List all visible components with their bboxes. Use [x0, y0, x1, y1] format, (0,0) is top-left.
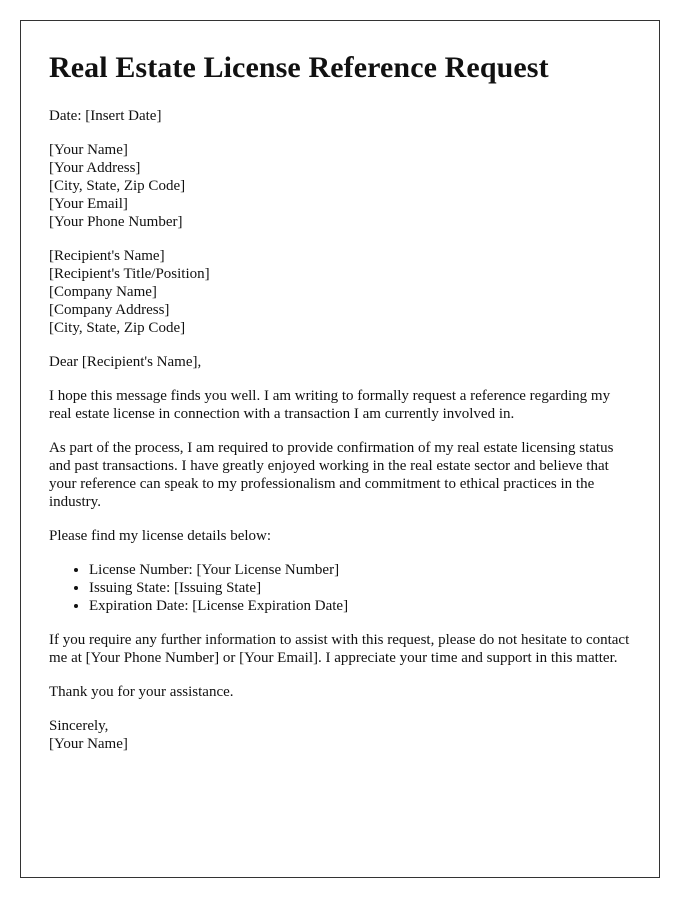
recipient-company-address: [Company Address]: [49, 302, 170, 318]
recipient-title: [Recipient's Title/Position]: [49, 266, 210, 282]
sender-address: [Your Address]: [49, 160, 141, 176]
body-paragraph-thanks: Thank you for your assistance.: [49, 684, 234, 700]
recipient-name: [Recipient's Name]: [49, 248, 165, 264]
license-details-list: [49, 561, 631, 615]
body-paragraph-contact: If you require any further information to assist with this request, please do not hesitate to contact me at [Your Phone Number] or [Your Email]. I appreciate your time and support in this matter.: [49, 632, 630, 666]
sender-name: [Your Name]: [49, 142, 128, 158]
date-line: Date: [Insert Date]: [49, 108, 162, 124]
body-paragraph-details-lead: Please find my license details below:: [49, 528, 272, 544]
issuing-state-item: • Issuing State: [Issuing State]: [89, 579, 631, 597]
letter-title: Real Estate License Reference Request: [49, 51, 549, 84]
signature-block: [49, 717, 631, 753]
signature-name: [Your Name]: [49, 736, 128, 752]
body-paragraph-intro: I hope this message finds you well. I am writing to formally request a reference regarding my real estate license in connection with a transaction I am currently involved in.: [49, 388, 611, 422]
recipient-company: [Company Name]: [49, 284, 157, 300]
sender-phone: [Your Phone Number]: [49, 214, 183, 230]
sender-address-block: [49, 141, 631, 231]
recipient-address-block: [49, 247, 631, 337]
recipient-city-state-zip: [City, State, Zip Code]: [49, 320, 186, 336]
license-number-item: • License Number: [Your License Number]: [89, 561, 631, 579]
signoff: Sincerely,: [49, 718, 109, 734]
sender-email: [Your Email]: [49, 196, 128, 212]
sender-city-state-zip: [City, State, Zip Code]: [49, 178, 186, 194]
expiration-date-item: • Expiration Date: [License Expiration Date]: [89, 597, 631, 615]
salutation: Dear [Recipient's Name],: [49, 354, 202, 370]
body-paragraph-context: As part of the process, I am required to provide confirmation of my real estate licensing status and past transactions. I have greatly enjoyed working in the real estate sector and believe that your reference can speak to my professionalism and commitment to ethical practices in the industry.: [49, 440, 614, 510]
letter-page: [20, 20, 660, 878]
